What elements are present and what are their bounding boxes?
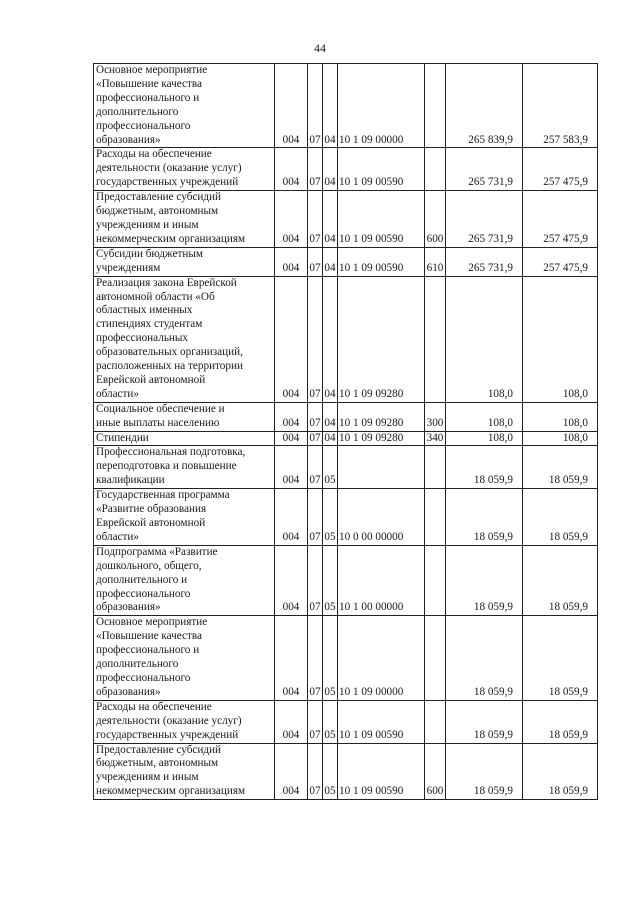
amount-year1-cell: 18 059,9 — [446, 446, 523, 489]
table-row — [94, 545, 598, 616]
expense-name-cell: Государственная программа «Развитие образования Еврейской автономной области» — [94, 489, 275, 546]
section-code-cell: 07 — [308, 247, 323, 276]
expense-type-cell: 340 — [425, 431, 446, 446]
ministry-code-cell: 004 — [275, 700, 308, 743]
expense-type-cell — [425, 616, 446, 700]
section-code-cell: 07 — [308, 402, 323, 431]
expense-type-cell — [425, 148, 446, 191]
section-code-cell: 07 — [308, 446, 323, 489]
amount-year2-cell: 18 059,9 — [523, 489, 598, 546]
amount-year1-cell: 18 059,9 — [446, 545, 523, 616]
subsection-code-cell: 04 — [323, 191, 338, 248]
amount-year2-cell: 108,0 — [523, 402, 598, 431]
table-row — [94, 402, 598, 431]
amount-year1-cell: 18 059,9 — [446, 489, 523, 546]
expense-type-cell: 600 — [425, 743, 446, 800]
expense-type-cell — [425, 276, 446, 402]
expense-name-cell: Стипендии — [94, 431, 275, 446]
expense-name-cell: Предоставление субсидий бюджетным, автономным учреждениям и иным некоммерческим организациям — [94, 743, 275, 800]
subsection-code-cell: 04 — [323, 64, 338, 148]
ministry-code-cell: 004 — [275, 64, 308, 148]
ministry-code-cell: 004 — [275, 489, 308, 546]
amount-year1-cell: 265 731,9 — [446, 247, 523, 276]
amount-year1-cell: 18 059,9 — [446, 616, 523, 700]
target-article-cell: 10 0 00 00000 — [338, 489, 425, 546]
amount-year1-cell: 108,0 — [446, 402, 523, 431]
section-code-cell: 07 — [308, 743, 323, 800]
table-row — [94, 431, 598, 446]
section-code-cell: 07 — [308, 191, 323, 248]
amount-year2-cell: 108,0 — [523, 431, 598, 446]
target-article-cell: 10 1 09 00590 — [338, 700, 425, 743]
subsection-code-cell: 04 — [323, 247, 338, 276]
ministry-code-cell: 004 — [275, 743, 308, 800]
amount-year2-cell: 257 475,9 — [523, 247, 598, 276]
amount-year2-cell: 257 583,9 — [523, 64, 598, 148]
subsection-code-cell: 05 — [323, 545, 338, 616]
ministry-code-cell: 004 — [275, 446, 308, 489]
expense-type-cell: 610 — [425, 247, 446, 276]
amount-year2-cell: 18 059,9 — [523, 616, 598, 700]
expense-name-cell: Основное мероприятие «Повышение качества профессионального и дополнительного профессионального образования» — [94, 64, 275, 148]
subsection-code-cell: 04 — [323, 402, 338, 431]
table-row — [94, 64, 598, 148]
subsection-code-cell: 05 — [323, 743, 338, 800]
expense-name-cell: Реализация закона Еврейской автономной области «Об областных именных стипендиях студентам профессиональных образовательных организаций, расположенных на территории Еврейской автономной области» — [94, 276, 275, 402]
ministry-code-cell: 004 — [275, 247, 308, 276]
ministry-code-cell: 004 — [275, 148, 308, 191]
target-article-cell: 10 1 09 00590 — [338, 743, 425, 800]
subsection-code-cell: 05 — [323, 489, 338, 546]
section-code-cell: 07 — [308, 431, 323, 446]
section-code-cell: 07 — [308, 276, 323, 402]
table-row — [94, 148, 598, 191]
target-article-cell: 10 1 09 00590 — [338, 191, 425, 248]
section-code-cell: 07 — [308, 616, 323, 700]
subsection-code-cell: 05 — [323, 446, 338, 489]
amount-year1-cell: 18 059,9 — [446, 700, 523, 743]
target-article-cell: 10 1 09 00000 — [338, 616, 425, 700]
amount-year1-cell: 265 839,9 — [446, 64, 523, 148]
expense-name-cell: Профессиональная подготовка, переподготовка и повышение квалификации — [94, 446, 275, 489]
expense-name-cell: Расходы на обеспечение деятельности (оказание услуг) государственных учреждений — [94, 148, 275, 191]
section-code-cell: 07 — [308, 148, 323, 191]
target-article-cell: 10 1 09 00000 — [338, 64, 425, 148]
subsection-code-cell: 04 — [323, 276, 338, 402]
expense-type-cell: 300 — [425, 402, 446, 431]
amount-year1-cell: 18 059,9 — [446, 743, 523, 800]
subsection-code-cell: 05 — [323, 700, 338, 743]
table-row — [94, 489, 598, 546]
amount-year2-cell: 257 475,9 — [523, 191, 598, 248]
section-code-cell: 07 — [308, 64, 323, 148]
target-article-cell: 10 1 09 09280 — [338, 402, 425, 431]
amount-year1-cell: 108,0 — [446, 276, 523, 402]
section-code-cell: 07 — [308, 489, 323, 546]
expense-name-cell: Субсидии бюджетным учреждениям — [94, 247, 275, 276]
ministry-code-cell: 004 — [275, 191, 308, 248]
amount-year2-cell: 18 059,9 — [523, 446, 598, 489]
amount-year1-cell: 108,0 — [446, 431, 523, 446]
expense-name-cell: Социальное обеспечение и иные выплаты населению — [94, 402, 275, 431]
target-article-cell: 10 1 09 09280 — [338, 431, 425, 446]
expense-type-cell — [425, 446, 446, 489]
target-article-cell: 10 1 09 00590 — [338, 247, 425, 276]
subsection-code-cell: 05 — [323, 616, 338, 700]
amount-year2-cell: 18 059,9 — [523, 545, 598, 616]
target-article-cell: 10 1 09 00590 — [338, 148, 425, 191]
expense-type-cell — [425, 545, 446, 616]
table-row — [94, 616, 598, 700]
ministry-code-cell: 004 — [275, 431, 308, 446]
page-number: 44 — [314, 41, 326, 55]
expense-type-cell — [425, 700, 446, 743]
expense-name-cell: Предоставление субсидий бюджетным, автономным учреждениям и иным некоммерческим организациям — [94, 191, 275, 248]
expense-type-cell — [425, 489, 446, 546]
expense-type-cell: 600 — [425, 191, 446, 248]
expense-name-cell: Основное мероприятие «Повышение качества профессионального и дополнительного профессионального образования» — [94, 616, 275, 700]
amount-year2-cell: 18 059,9 — [523, 700, 598, 743]
target-article-cell — [338, 446, 425, 489]
expense-type-cell — [425, 64, 446, 148]
budget-table — [93, 63, 598, 800]
subsection-code-cell: 04 — [323, 431, 338, 446]
ministry-code-cell: 004 — [275, 545, 308, 616]
ministry-code-cell: 004 — [275, 276, 308, 402]
amount-year1-cell: 265 731,9 — [446, 191, 523, 248]
subsection-code-cell: 04 — [323, 148, 338, 191]
target-article-cell: 10 1 09 09280 — [338, 276, 425, 402]
table-row — [94, 446, 598, 489]
amount-year2-cell: 18 059,9 — [523, 743, 598, 800]
amount-year2-cell: 257 475,9 — [523, 148, 598, 191]
ministry-code-cell: 004 — [275, 402, 308, 431]
table-row — [94, 276, 598, 402]
expense-name-cell: Расходы на обеспечение деятельности (оказание услуг) государственных учреждений — [94, 700, 275, 743]
amount-year2-cell: 108,0 — [523, 276, 598, 402]
table-row — [94, 743, 598, 800]
section-code-cell: 07 — [308, 700, 323, 743]
table-row — [94, 247, 598, 276]
amount-year1-cell: 265 731,9 — [446, 148, 523, 191]
table-row — [94, 700, 598, 743]
expense-name-cell: Подпрограмма «Развитие дошкольного, общего, дополнительного и профессионального образования» — [94, 545, 275, 616]
table-row — [94, 191, 598, 248]
section-code-cell: 07 — [308, 545, 323, 616]
table-body — [94, 64, 598, 800]
target-article-cell: 10 1 00 00000 — [338, 545, 425, 616]
ministry-code-cell: 004 — [275, 616, 308, 700]
